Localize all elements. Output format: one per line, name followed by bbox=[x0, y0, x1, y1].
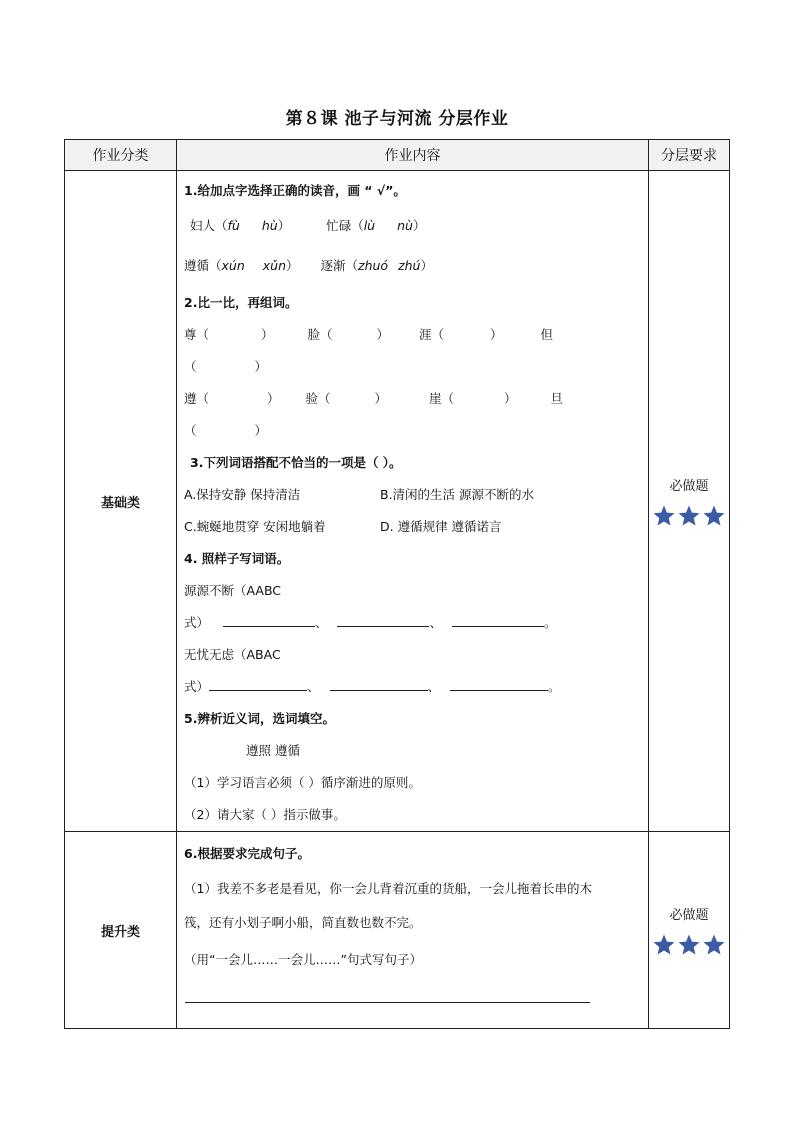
star-icon bbox=[677, 933, 701, 957]
q5-words: 遵照 遵循 bbox=[246, 743, 300, 758]
basic-requirement-label: 必做题 bbox=[669, 478, 709, 494]
q1-item4-opt1: zhuó bbox=[358, 258, 389, 273]
q4-ex1-sep1: 、 bbox=[314, 615, 328, 630]
q5-title: 5.辨析近义词，选词填空。 bbox=[184, 711, 335, 726]
q1-item2-opt1: lù bbox=[363, 218, 376, 233]
q1-item1-word: 妇人（ bbox=[190, 218, 228, 233]
star-icon bbox=[677, 504, 701, 528]
q1-item3-word: 遵循（ bbox=[184, 258, 222, 273]
q2-r2-w3: 崖（ bbox=[429, 391, 455, 406]
q2-title: 2.比一比，再组词。 bbox=[184, 295, 298, 310]
q4-example2-answer bbox=[184, 671, 642, 703]
q4-ex1-blank3[interactable] bbox=[452, 612, 544, 627]
header-row bbox=[65, 140, 730, 171]
q1-row2 bbox=[184, 245, 642, 287]
basic-category: 基础类 bbox=[65, 171, 177, 832]
q3-title: 3.下列词语搭配不恰当的一项是（ ）。 bbox=[190, 455, 402, 470]
q2-r2-c1: ） bbox=[267, 391, 280, 406]
q4-ex1-sep2: 、 bbox=[429, 615, 442, 630]
q2-r1-c1: ） bbox=[261, 327, 274, 342]
q4-ex2-sep2: 、 bbox=[427, 679, 441, 694]
q6-title: 6.根据要求完成句子。 bbox=[184, 846, 310, 861]
advanced-star-rating bbox=[649, 933, 729, 957]
basic-content bbox=[177, 171, 649, 832]
q4-example1: 源源不断（AABC bbox=[184, 583, 282, 598]
q2-row2 bbox=[184, 383, 642, 415]
q3-option-b: B.清闲的生活 源源不断的水 bbox=[380, 487, 535, 502]
advanced-row bbox=[65, 832, 730, 1029]
q3-option-a: A.保持安静 保持清洁 bbox=[184, 487, 301, 502]
q2-r1-w2: 脸（ bbox=[307, 327, 333, 342]
q6-line2: 筏，还有小划子啊小船，简直数也数不完。 bbox=[184, 915, 422, 930]
q2-row1 bbox=[184, 319, 642, 351]
q2-r1-c2: ） bbox=[376, 327, 390, 342]
q6-line1: （1）我差不多老是看见，你一会儿背着沉重的货船，一会儿拖着长串的木 bbox=[184, 881, 592, 896]
q1-item4-word: 逐渐（ bbox=[320, 258, 359, 273]
q2-r1-w1: 尊（ bbox=[184, 327, 210, 342]
q3-option-c: C.蜿蜒地贯穿 安闲地躺着 bbox=[184, 519, 326, 534]
q4-title: 4. 照样子写词语。 bbox=[184, 551, 290, 566]
q2-row1-wrap bbox=[184, 351, 642, 383]
advanced-content bbox=[177, 832, 649, 1029]
q2-r2-wrap-open: （ bbox=[184, 423, 197, 438]
basic-row bbox=[65, 171, 730, 832]
q2-r2-w4: 旦 bbox=[550, 391, 564, 406]
q3-option-d: D. 遵循规律 遵循诺言 bbox=[380, 519, 502, 534]
q1-item2-close: ） bbox=[412, 218, 426, 233]
q1-item1-opt2: hù bbox=[261, 218, 278, 233]
q2-r1-wrap-open: （ bbox=[184, 359, 197, 374]
basic-requirement bbox=[649, 171, 730, 832]
q4-example1-answer bbox=[184, 607, 642, 639]
header-content: 作业内容 bbox=[177, 140, 649, 171]
q4-ex2-blank2[interactable] bbox=[330, 676, 428, 691]
q1-item1-opt1: fù bbox=[227, 218, 240, 233]
advanced-category: 提升类 bbox=[65, 832, 177, 1029]
q4-ex1-blank2[interactable] bbox=[337, 612, 429, 627]
q1-item3-close: ） bbox=[286, 258, 299, 273]
q1-item2-opt2: nù bbox=[397, 218, 413, 233]
basic-star-rating bbox=[649, 504, 729, 528]
q5-sentence1: （1）学习语言必须（ ）循序渐进的原则。 bbox=[184, 775, 421, 790]
q1-title: 1.给加点字选择正确的读音，画 “ √”。 bbox=[184, 183, 406, 198]
advanced-requirement bbox=[649, 832, 730, 1029]
star-icon bbox=[652, 504, 676, 528]
q1-item4-opt2: zhú bbox=[398, 258, 421, 273]
q2-r2-c2: ） bbox=[374, 391, 388, 406]
q1-row1 bbox=[184, 207, 642, 245]
q4-ex1-end: 。 bbox=[543, 615, 557, 630]
header-requirement: 分层要求 bbox=[649, 140, 730, 171]
q2-r1-w4: 但 bbox=[540, 327, 554, 342]
star-icon bbox=[652, 933, 676, 957]
q4-ex1-suffix: 式） bbox=[184, 615, 210, 630]
q6-hint: （用“一会儿……一会儿……”句式写句子） bbox=[184, 952, 422, 967]
q3-row1 bbox=[184, 479, 642, 511]
q2-r2-wrap-close: ） bbox=[254, 423, 268, 438]
star-icon bbox=[702, 933, 726, 957]
q1-item1-close: ） bbox=[277, 218, 291, 233]
q2-r1-w3: 涯（ bbox=[419, 327, 445, 342]
q1-item3-opt2: xǔn bbox=[262, 258, 287, 273]
q4-ex1-blank1[interactable] bbox=[223, 612, 315, 627]
q3-row2 bbox=[184, 511, 642, 543]
q2-r2-c3: ） bbox=[504, 391, 517, 406]
q6-answer-line[interactable] bbox=[185, 1002, 590, 1003]
q1-item3-opt1: xún bbox=[221, 258, 245, 273]
q1-item4-close: ） bbox=[420, 258, 433, 273]
q5-sentence2: （2）请大家（ ）指示做事。 bbox=[184, 807, 346, 822]
q2-r1-c3: ） bbox=[490, 327, 503, 342]
page-title: 第８课 池子与河流 分层作业 bbox=[285, 109, 509, 129]
q4-ex2-blank1[interactable] bbox=[209, 676, 307, 691]
q1-item2-word: 忙碌（ bbox=[326, 218, 364, 233]
star-icon bbox=[702, 504, 726, 528]
q2-row2-wrap bbox=[184, 415, 642, 447]
homework-table bbox=[64, 139, 730, 1029]
header-category: 作业分类 bbox=[65, 140, 177, 171]
advanced-requirement-label: 必做题 bbox=[669, 907, 709, 923]
q4-example2: 无忧无虑（ABAC bbox=[184, 647, 281, 662]
q4-ex2-blank3[interactable] bbox=[450, 676, 548, 691]
q4-ex2-end: 。 bbox=[547, 679, 561, 694]
q4-ex2-suffix: 式） bbox=[184, 679, 210, 694]
q4-ex2-sep1: 、 bbox=[307, 679, 320, 694]
q2-r2-w2: 验（ bbox=[305, 391, 331, 406]
q2-r2-w1: 遵（ bbox=[184, 391, 210, 406]
q2-r1-wrap-close: ） bbox=[254, 359, 268, 374]
